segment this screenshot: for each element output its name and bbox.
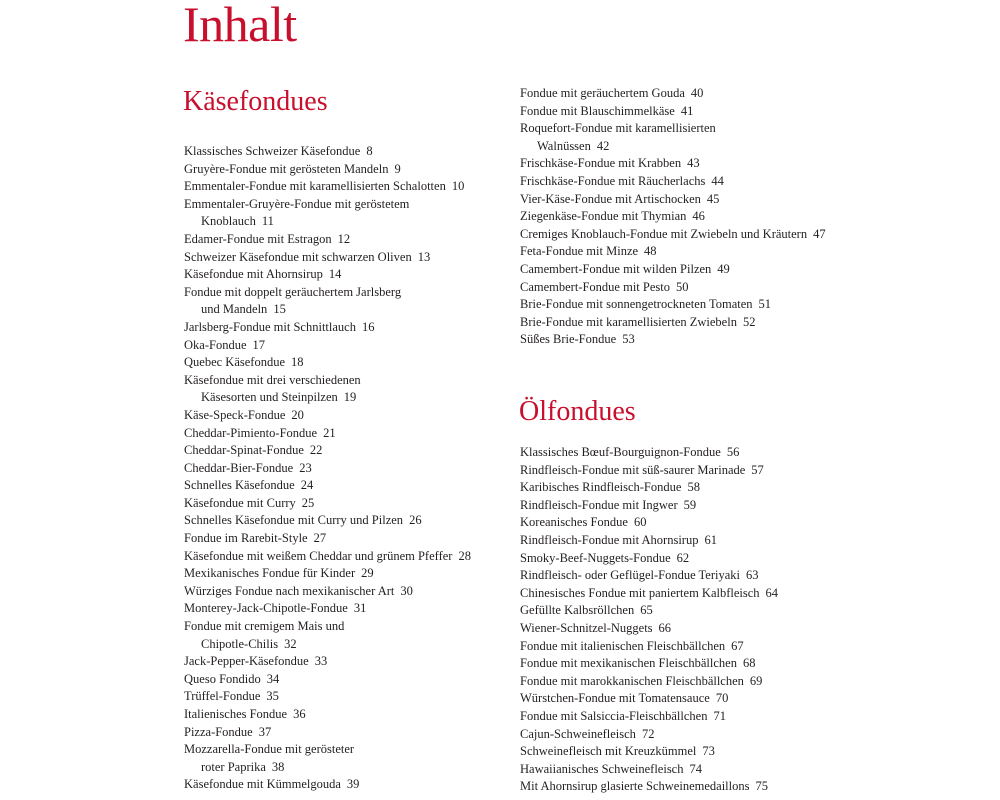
toc-page-number: 28 — [458, 548, 471, 563]
toc-page-number: 67 — [731, 638, 744, 653]
toc-entry-text: Walnüssen — [537, 138, 591, 153]
toc-entry-text: und Mandeln — [201, 302, 268, 317]
toc-entry-text: Camembert-Fondue mit Pesto — [520, 279, 670, 294]
toc-entry-text: Chipotle-Chilis — [201, 636, 279, 651]
toc-entry[interactable] — [184, 143, 494, 161]
toc-page-number: 47 — [813, 226, 826, 241]
toc-page-number: 69 — [749, 673, 763, 688]
toc-entry-text: Koreanisches Fondue — [520, 515, 628, 530]
toc-entry[interactable] — [184, 178, 494, 196]
toc-entry-continuation — [520, 138, 840, 156]
toc-entry-text: Cheddar-Pimiento-Fondue — [184, 425, 318, 440]
toc-page-number: 30 — [400, 583, 413, 598]
toc-entry-text: Mexikanisches Fondue für Kinder — [184, 566, 356, 581]
toc-entry[interactable] — [520, 497, 840, 515]
toc-page-number: 52 — [742, 314, 756, 329]
toc-page-number: 63 — [746, 568, 759, 583]
toc-entry[interactable] — [184, 776, 494, 794]
toc-page-number: 20 — [291, 407, 304, 422]
toc-entry-continuation — [184, 759, 494, 777]
toc-entry-text: Cajun-Schweinefleisch — [520, 726, 636, 741]
toc-page-number: 72 — [641, 726, 655, 741]
toc-entry-continuation — [184, 213, 494, 231]
toc-page-number: 27 — [313, 531, 327, 546]
toc-entry-text: Cheddar-Spinat-Fondue — [184, 443, 304, 458]
toc-page-number: 11 — [261, 214, 274, 229]
toc-entry-text: Rindfleisch- oder Geflügel-Fondue Teriyaki — [520, 568, 741, 583]
toc-entry-text: Fondue mit geräuchertem Gouda — [520, 86, 685, 100]
toc-page-number: 14 — [328, 267, 342, 282]
toc-list-kaesefondues-continued — [520, 85, 840, 349]
toc-entry-continuation — [184, 389, 494, 407]
toc-entry[interactable] — [184, 354, 494, 372]
toc-entry[interactable] — [184, 512, 494, 530]
toc-entry-text: Hawaiianisches Schweinefleisch — [520, 761, 684, 776]
toc-entry[interactable] — [520, 173, 840, 191]
toc-entry-text: Cremiges Knoblauch-Fondue mit Zwiebeln und Kräutern — [520, 226, 808, 241]
toc-page-number: 25 — [301, 495, 315, 510]
toc-entry[interactable] — [520, 726, 840, 744]
toc-page-number: 71 — [713, 708, 726, 723]
toc-entry-text: Käsesorten und Steinpilzen — [201, 390, 338, 405]
toc-entry[interactable] — [520, 761, 840, 779]
toc-entry[interactable] — [520, 673, 840, 691]
toc-entry[interactable] — [520, 155, 840, 173]
toc-entry-text: Monterey-Jack-Chipotle-Fondue — [184, 601, 348, 616]
toc-page-number: 36 — [293, 707, 306, 721]
section-title-oelfondues: Ölfondues — [519, 396, 636, 427]
toc-entry-text: Fondue mit Blauschimmelkäse — [520, 103, 675, 118]
toc-entry-text: Klassisches Schweizer Käsefondue — [184, 144, 361, 158]
toc-entry-text: Gefüllte Kalbsröllchen — [520, 603, 635, 618]
toc-entry[interactable] — [184, 724, 494, 742]
toc-entry[interactable] — [184, 407, 494, 425]
toc-entry[interactable] — [520, 226, 840, 244]
toc-entry[interactable] — [184, 618, 494, 653]
toc-entry[interactable] — [184, 372, 494, 407]
toc-entry[interactable] — [520, 514, 840, 532]
section-title-kaesefondues: Käsefondues — [183, 86, 328, 117]
toc-entry-text: Quebec Käsefondue — [184, 355, 285, 370]
toc-entry[interactable] — [520, 743, 840, 761]
toc-entry-text: Käsefondue mit weißem Cheddar und grünem Pfeffer — [184, 548, 453, 563]
toc-list-kaesefondues — [184, 143, 494, 794]
toc-page-number: 16 — [361, 319, 375, 334]
toc-entry-text: Süßes Brie-Fondue — [520, 332, 617, 347]
toc-entry[interactable] — [520, 85, 840, 103]
toc-entry[interactable] — [520, 331, 840, 349]
toc-entry-text: Jarlsberg-Fondue mit Schnittlauch — [184, 319, 356, 334]
toc-entry[interactable] — [184, 706, 494, 724]
toc-page-number: 66 — [658, 620, 672, 635]
toc-entry-continuation — [184, 301, 494, 319]
toc-entry-text: Chinesisches Fondue mit paniertem Kalbfleisch — [520, 585, 760, 600]
toc-page-number: 37 — [258, 724, 272, 739]
toc-entry[interactable] — [184, 741, 494, 776]
toc-entry[interactable] — [520, 479, 840, 497]
toc-entry-text: Fondue mit italienischen Fleischbällchen — [520, 638, 726, 653]
toc-entry[interactable] — [520, 532, 840, 550]
toc-page-number: 13 — [417, 249, 431, 264]
toc-entry[interactable] — [184, 266, 494, 284]
toc-entry-text: Fondue im Rarebit-Style — [184, 531, 308, 546]
toc-page-number: 59 — [683, 497, 697, 512]
toc-entry[interactable] — [520, 296, 840, 314]
toc-entry-text: Fondue mit mexikanischen Fleischbällchen — [520, 656, 737, 671]
toc-entry[interactable] — [184, 161, 494, 179]
toc-page-number: 61 — [704, 532, 717, 547]
toc-entry[interactable] — [184, 337, 494, 355]
toc-page-number: 49 — [717, 261, 730, 276]
toc-page-number: 45 — [706, 191, 720, 206]
toc-page-number: 15 — [273, 302, 286, 317]
toc-entry-text: Knoblauch — [201, 214, 256, 229]
toc-page-number: 12 — [337, 231, 351, 246]
toc-entry-text: Rindfleisch-Fondue mit Ingwer — [520, 497, 678, 512]
toc-entry[interactable] — [184, 583, 494, 601]
toc-entry-text: Feta-Fondue mit Minze — [520, 244, 639, 259]
toc-entry-text: Oka-Fondue — [184, 337, 247, 352]
toc-entry[interactable] — [520, 444, 840, 462]
toc-entry-text: Würziges Fondue nach mexikanischer Art — [184, 583, 395, 598]
toc-entry-text: Emmentaler-Fondue mit karamellisierten Schalotten — [184, 179, 446, 194]
toc-entry[interactable] — [520, 620, 840, 638]
toc-page-number: 46 — [692, 209, 705, 224]
toc-entry-text: Schweinefleisch mit Kreuzkümmel — [520, 744, 697, 759]
toc-page-number: 41 — [680, 103, 694, 118]
toc-page-number: 21 — [323, 425, 336, 440]
toc-page-number: 32 — [284, 636, 297, 651]
toc-entry[interactable] — [184, 319, 494, 337]
toc-entry[interactable] — [520, 279, 840, 297]
toc-entry-text: Mozzarella-Fondue mit gerösteter — [184, 742, 355, 757]
toc-entry[interactable] — [520, 602, 840, 620]
toc-entry[interactable] — [520, 462, 840, 480]
toc-page-number: 26 — [409, 513, 422, 528]
toc-entry[interactable] — [520, 103, 840, 121]
toc-entry-text: Wiener-Schnitzel-Nuggets — [520, 620, 653, 635]
toc-page-number: 42 — [596, 138, 610, 153]
toc-entry[interactable] — [520, 208, 840, 226]
toc-page-number: 56 — [726, 445, 740, 459]
toc-entry-text: Brie-Fondue mit sonnengetrockneten Tomaten — [520, 297, 753, 312]
toc-entry[interactable] — [184, 196, 494, 231]
toc-entry[interactable] — [520, 243, 840, 261]
toc-entry[interactable] — [184, 548, 494, 566]
toc-entry-text: Klassisches Bœuf-Bourguignon-Fondue — [520, 445, 721, 459]
toc-entry[interactable] — [184, 565, 494, 583]
toc-entry[interactable] — [184, 688, 494, 706]
toc-page-number: 43 — [687, 156, 700, 171]
toc-page-number: 64 — [765, 585, 779, 600]
toc-page-number: 68 — [742, 656, 756, 671]
toc-page-number: 44 — [711, 173, 724, 188]
toc-entry-text: roter Paprika — [201, 759, 266, 774]
toc-entry[interactable] — [184, 495, 494, 513]
toc-entry-text: Brie-Fondue mit karamellisierten Zwiebeln — [520, 314, 737, 329]
toc-entry[interactable] — [520, 120, 840, 155]
toc-page-number: 53 — [622, 332, 635, 347]
toc-page-number: 50 — [675, 279, 689, 294]
toc-page-number: 38 — [271, 759, 285, 774]
toc-page-number: 62 — [676, 550, 690, 565]
toc-entry-text: Schnelles Käsefondue — [184, 478, 295, 493]
toc-page-number: 40 — [690, 86, 704, 100]
page-title: Inhalt — [183, 0, 297, 52]
toc-page-number: 57 — [751, 462, 764, 477]
toc-entry[interactable] — [520, 191, 840, 209]
toc-entry[interactable] — [520, 690, 840, 708]
toc-entry-text: Karibisches Rindfleisch-Fondue — [520, 480, 682, 495]
toc-entry[interactable] — [520, 708, 840, 726]
toc-page-number: 8 — [366, 144, 373, 158]
toc-entry-text: Queso Fondido — [184, 671, 261, 686]
toc-page-number: 10 — [451, 179, 465, 194]
toc-page-number: 31 — [353, 601, 367, 616]
toc-entry-text: Italienisches Fondue — [184, 707, 288, 721]
toc-entry-text: Jack-Pepper-Käsefondue — [184, 654, 309, 669]
toc-page-number: 51 — [758, 297, 772, 312]
toc-entry-text: Emmentaler-Gruyère-Fondue mit geröstetem — [184, 196, 410, 211]
toc-entry-text: Käsefondue mit Curry — [184, 495, 296, 510]
toc-entry-text: Käsefondue mit Kümmelgouda — [184, 777, 341, 792]
toc-entry-text: Roquefort-Fondue mit karamellisierten — [520, 121, 716, 136]
toc-entry[interactable] — [520, 550, 840, 568]
toc-entry-text: Schnelles Käsefondue mit Curry und Pilzen — [184, 513, 404, 528]
toc-entry[interactable] — [184, 653, 494, 671]
toc-entry-text: Camembert-Fondue mit wilden Pilzen — [520, 261, 712, 276]
toc-entry[interactable] — [184, 530, 494, 548]
toc-entry-text: Trüffel-Fondue — [184, 689, 261, 704]
toc-page-number: 58 — [687, 480, 700, 495]
toc-entry-text: Würstchen-Fondue mit Tomatensauce — [520, 691, 710, 706]
toc-page-number: 19 — [343, 390, 357, 405]
toc-entry-text: Schweizer Käsefondue mit schwarzen Oliven — [184, 249, 412, 264]
toc-page-number: 65 — [640, 603, 653, 618]
toc-entry[interactable] — [520, 778, 840, 796]
toc-entry[interactable] — [520, 655, 840, 673]
toc-page-number: 33 — [314, 654, 328, 669]
toc-entry-text: Pizza-Fondue — [184, 724, 253, 739]
toc-page-number: 74 — [689, 761, 702, 776]
toc-page-number: 75 — [755, 779, 768, 794]
toc-entry[interactable] — [184, 671, 494, 689]
toc-page-number: 34 — [266, 671, 280, 686]
toc-entry-text: Käsefondue mit Ahornsirup — [184, 267, 323, 282]
toc-page-number: 9 — [394, 161, 401, 176]
toc-page-number: 39 — [346, 777, 360, 792]
toc-entry-text: Cheddar-Bier-Fondue — [184, 460, 294, 475]
toc-entry[interactable] — [184, 284, 494, 319]
toc-entry-text: Smoky-Beef-Nuggets-Fondue — [520, 550, 671, 565]
toc-entry-text: Vier-Käse-Fondue mit Artischocken — [520, 191, 701, 206]
toc-page-number: 23 — [299, 460, 312, 475]
toc-entry[interactable] — [184, 425, 494, 443]
toc-entry[interactable] — [184, 600, 494, 618]
toc-entry[interactable] — [520, 261, 840, 279]
toc-page-number: 24 — [300, 478, 314, 493]
toc-entry-text: Gruyère-Fondue mit gerösteten Mandeln — [184, 161, 389, 176]
toc-page-number: 17 — [252, 337, 265, 352]
toc-entry-text: Rindfleisch-Fondue mit Ahornsirup — [520, 532, 699, 547]
toc-entry-text: Fondue mit doppelt geräuchertem Jarlsberg — [184, 284, 402, 299]
toc-entry-text: Edamer-Fondue mit Estragon — [184, 231, 332, 246]
toc-entry[interactable] — [184, 460, 494, 478]
toc-entry-text: Ziegenkäse-Fondue mit Thymian — [520, 209, 687, 224]
toc-entry-text: Käse-Speck-Fondue — [184, 407, 286, 422]
toc-entry[interactable] — [184, 442, 494, 460]
toc-entry-text: Fondue mit marokkanischen Fleischbällchen — [520, 673, 744, 688]
toc-entry-text: Käsefondue mit drei verschiedenen — [184, 372, 361, 387]
toc-entry[interactable] — [184, 249, 494, 267]
toc-entry[interactable] — [184, 231, 494, 249]
toc-entry-text: Rindfleisch-Fondue mit süß-saurer Marinade — [520, 462, 746, 477]
toc-list-oelfondues — [520, 444, 840, 796]
toc-entry-continuation — [184, 636, 494, 654]
toc-page-number: 35 — [266, 689, 279, 704]
toc-page-number: 73 — [702, 744, 715, 759]
toc-entry-text: Fondue mit cremigem Mais und — [184, 619, 345, 634]
toc-page-number: 18 — [291, 355, 304, 370]
toc-page-number: 60 — [633, 515, 647, 530]
toc-entry[interactable] — [520, 314, 840, 332]
toc-page-number: 29 — [361, 566, 374, 581]
toc-entry[interactable] — [520, 567, 840, 585]
toc-page-number: 22 — [309, 443, 323, 458]
toc-entry-text: Mit Ahornsirup glasierte Schweinemedaillons — [520, 779, 750, 794]
toc-entry-text: Frischkäse-Fondue mit Räucherlachs — [520, 173, 706, 188]
toc-entry[interactable] — [520, 585, 840, 603]
toc-entry[interactable] — [520, 638, 840, 656]
toc-entry[interactable] — [184, 477, 494, 495]
toc-page-number: 48 — [644, 244, 657, 259]
toc-entry-text: Frischkäse-Fondue mit Krabben — [520, 156, 682, 171]
toc-entry-text: Fondue mit Salsiccia-Fleischbällchen — [520, 708, 708, 723]
toc-page-number: 70 — [715, 691, 729, 706]
